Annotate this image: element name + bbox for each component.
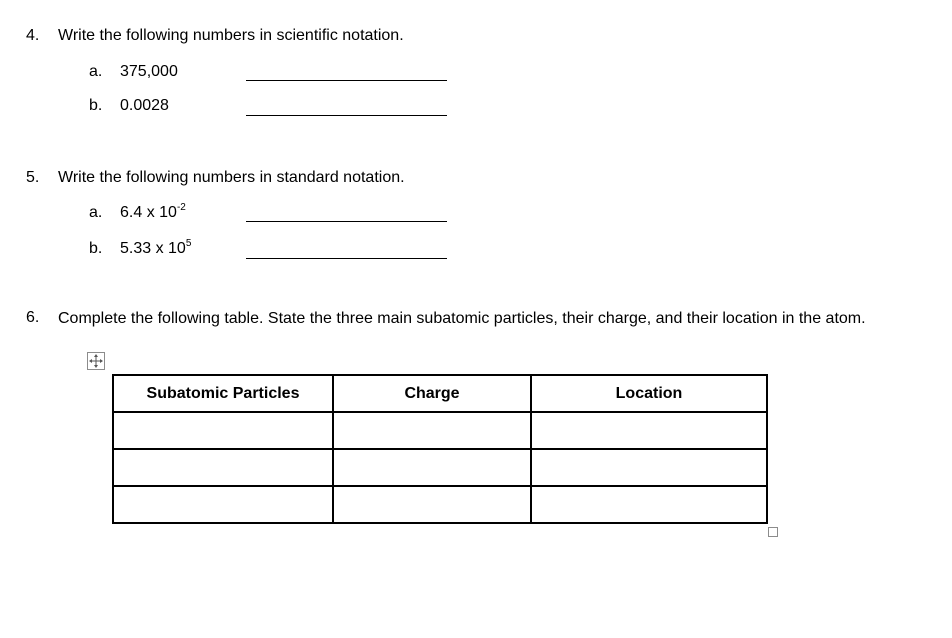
question-6-text: Complete the following table. State the three main subatomic particles, their charge, and their location in the atom.	[58, 310, 866, 327]
header-subatomic-particles: Subatomic Particles	[113, 375, 333, 412]
table-row	[113, 486, 767, 523]
question-5a-value	[120, 204, 186, 222]
header-charge: Charge	[333, 375, 531, 412]
question-4b-value: 0.0028	[120, 97, 169, 114]
question-5b-answer-line[interactable]	[246, 258, 447, 259]
question-5-text: Write the following numbers in standard notation.	[58, 169, 405, 186]
table-row	[113, 449, 767, 486]
table-cell[interactable]	[333, 412, 531, 449]
table-resize-icon[interactable]	[768, 527, 778, 537]
question-4-text: Write the following numbers in scientific notation.	[58, 27, 404, 44]
question-5b-exponent: 5	[185, 238, 192, 249]
table-cell[interactable]	[531, 486, 767, 523]
question-5b-base: 5.33 x 10	[120, 240, 186, 257]
question-4a-answer-line[interactable]	[246, 80, 447, 81]
question-6-number: 6.	[26, 309, 40, 326]
question-4b-answer-line[interactable]	[246, 115, 447, 116]
table-cell[interactable]	[113, 449, 333, 486]
table-cell[interactable]	[531, 412, 767, 449]
table-row	[113, 412, 767, 449]
question-5a-answer-line[interactable]	[246, 221, 447, 222]
table-cell[interactable]	[531, 449, 767, 486]
question-4b-letter: b.	[89, 97, 103, 114]
question-4a-letter: a.	[89, 63, 103, 80]
subatomic-particles-table	[112, 374, 768, 524]
table-cell[interactable]	[113, 412, 333, 449]
question-5a-exponent: -2	[176, 202, 186, 213]
table-cell[interactable]	[333, 449, 531, 486]
question-5a-base: 6.4 x 10	[120, 204, 177, 221]
question-4a-value: 375,000	[120, 63, 178, 80]
header-location: Location	[531, 375, 767, 412]
question-5b-letter: b.	[89, 240, 103, 257]
question-4-number: 4.	[26, 27, 40, 44]
table-cell[interactable]	[113, 486, 333, 523]
question-5b-value	[120, 240, 191, 258]
table-cell[interactable]	[333, 486, 531, 523]
table-move-icon[interactable]	[87, 352, 105, 370]
question-5a-letter: a.	[89, 204, 103, 221]
table-header-row	[113, 375, 767, 412]
question-5-number: 5.	[26, 169, 40, 186]
